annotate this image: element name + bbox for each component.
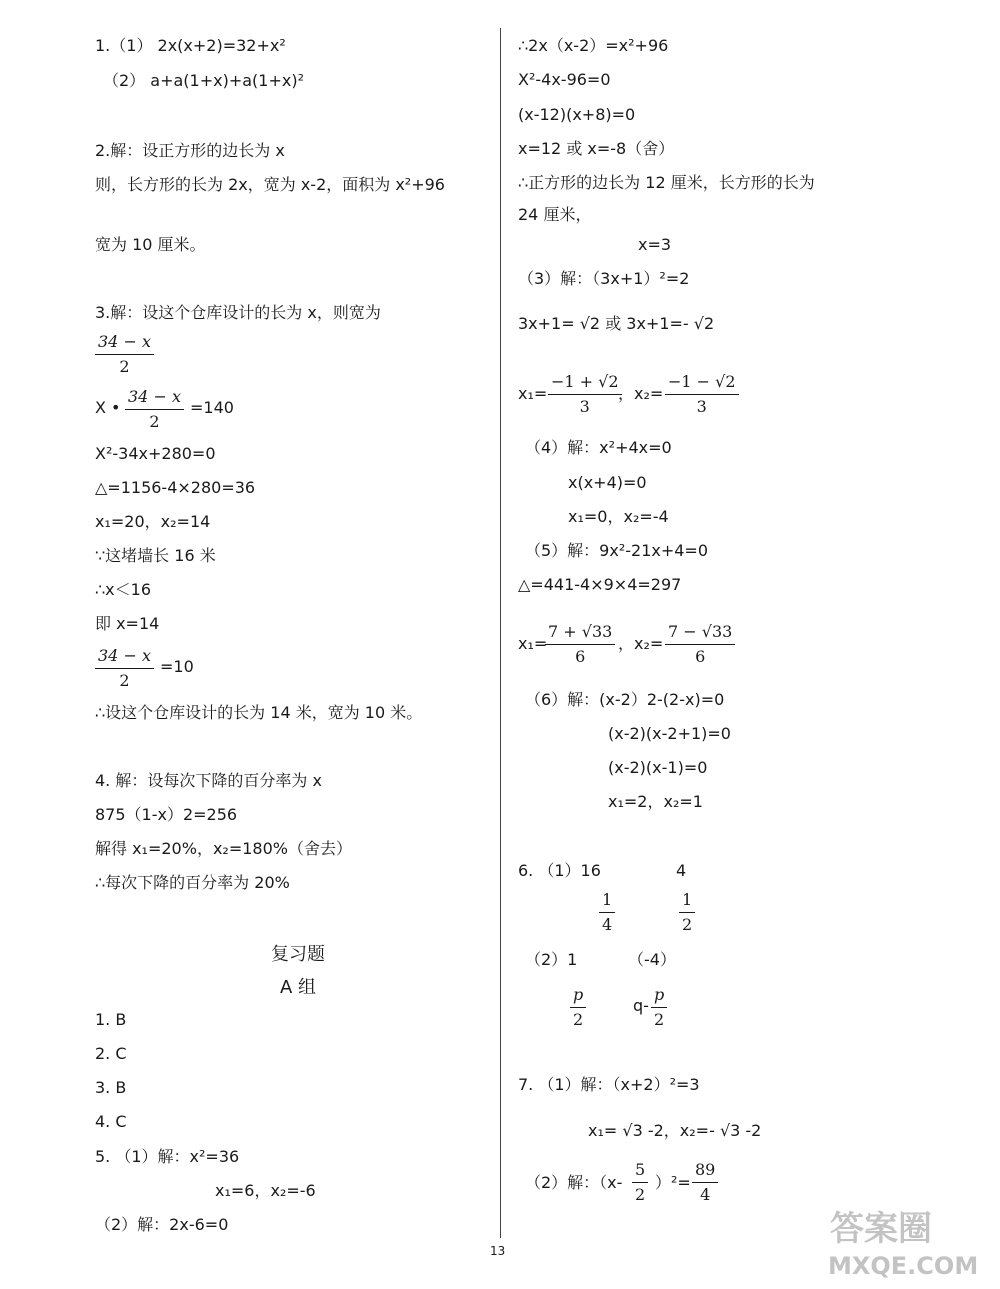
r7-fraction-5-2 (632, 1158, 648, 1207)
fraction-denominator: 4 (700, 1185, 711, 1204)
q2-line2: 则，长方形的长为 2x，宽为 x-2，面积为 x²+96 (95, 175, 445, 194)
fraction-denominator: 4 (602, 915, 613, 934)
r7-part2-b: ）²= (655, 1173, 691, 1192)
fraction-numerator: p (651, 983, 667, 1008)
q3-fraction-width (95, 330, 154, 379)
fraction-denominator: 6 (695, 647, 706, 666)
r6-q-minus: q- (633, 996, 649, 1015)
q3-line1: 3.解：设这个仓库设计的长为 x，则宽为 (95, 303, 381, 322)
q3-eq-140: =140 (190, 398, 234, 417)
column-divider (500, 28, 501, 1238)
q1-part2: （2） a+a(1+x)+a(1+x)² (103, 71, 304, 90)
q1-part1: 1.（1） 2x(x+2)=32+x² (95, 36, 286, 55)
r6-fraction-1-4 (599, 888, 615, 937)
r10-x2: ，x₂= (618, 384, 664, 403)
r10-fraction-2 (665, 370, 739, 419)
r-line-20: x₁=2，x₂=1 (608, 792, 703, 811)
r16-fraction-1 (545, 620, 615, 669)
answer-5-part1: 5. （1）解：x²=36 (95, 1147, 240, 1166)
fraction-numerator: −1 − √2 (665, 370, 739, 395)
fraction-numerator: 5 (632, 1158, 648, 1183)
fraction-denominator: 2 (573, 1010, 584, 1029)
r-line-7: x=3 (638, 235, 672, 254)
watermark-logo (820, 1200, 990, 1280)
r-line-11: （4）解：x²+4x=0 (525, 438, 672, 457)
r-line-3: (x-12)(x+8)=0 (518, 105, 636, 124)
r7-part1: 7. （1）解：（x+2）²=3 (518, 1075, 700, 1094)
r7-fraction-89-4 (692, 1158, 718, 1207)
fraction-denominator: 2 (682, 915, 693, 934)
q4-line1: 4. 解：设每次下降的百分率为 x (95, 771, 322, 790)
q4-line3: 解得 x₁=20%，x₂=180%（舍去） (95, 839, 352, 858)
answer-5-part2: （2）解：2x-6=0 (95, 1215, 229, 1234)
r16-fraction-2 (665, 620, 735, 669)
fraction-denominator: 2 (635, 1185, 646, 1204)
r6-fraction-p-2b (651, 983, 667, 1032)
r-line-8: （3）解：（3x+1）²=2 (518, 269, 690, 288)
answer-2: 2. C (95, 1044, 127, 1063)
r6-part1-b: 4 (676, 861, 687, 880)
q3-roots: x₁=20，x₂=14 (95, 512, 211, 531)
r-line-5: ∴正方形的边长为 12 厘米，长方形的长为 (518, 173, 815, 192)
section-title-review: 复习题 (271, 944, 325, 965)
fraction-numerator: −1 + √2 (548, 370, 622, 395)
watermark-text-top: 答案圈 (830, 1209, 932, 1249)
r-line-15: △=441-4×9×4=297 (518, 575, 682, 594)
r6-fraction-p-2 (570, 983, 586, 1032)
q3-constraint: ∴x＜16 (95, 580, 152, 599)
q2-line3: 宽为 10 厘米。 (95, 235, 206, 254)
q3-equation: X²-34x+280=0 (95, 444, 216, 463)
q3-fraction-width-3 (95, 644, 154, 693)
q4-line2: 875（1-x）2=256 (95, 805, 238, 824)
r-line-17: （6）解：(x-2）2-(2-x)=0 (525, 690, 725, 709)
q2-line1: 2.解：设正方形的边长为 x (95, 141, 285, 160)
fraction-denominator: 3 (579, 397, 590, 416)
answer-4: 4. C (95, 1112, 127, 1131)
q3-fraction-width-2 (125, 385, 184, 434)
fraction-denominator: 2 (149, 412, 160, 431)
r-line-12: x(x+4)=0 (568, 473, 647, 492)
answer-3: 3. B (95, 1078, 127, 1097)
fraction-numerator: p (570, 983, 586, 1008)
q3-discriminant: △=1156-4×280=36 (95, 478, 256, 497)
fraction-denominator: 2 (119, 357, 130, 376)
r6-part2-a: （2）1 (525, 950, 578, 969)
r6-part2-b: （-4） (628, 950, 676, 969)
q3-eq-10: =10 (160, 657, 194, 676)
r7-roots: x₁= √3 -2，x₂=- √3 -2 (588, 1121, 762, 1140)
r-line-13: x₁=0，x₂=-4 (568, 507, 669, 526)
r6-fraction-1-2 (679, 888, 695, 937)
fraction-denominator: 2 (119, 671, 130, 690)
q4-line4: ∴每次下降的百分率为 20% (95, 873, 290, 892)
r-line-18: (x-2)(x-2+1)=0 (608, 724, 731, 743)
q3-choice: 即 x=14 (95, 614, 160, 633)
r7-part2-a: （2）解：（x- (525, 1173, 623, 1192)
r16-x1: x₁= (518, 634, 548, 653)
watermark-text-bottom: MXQE.COM (828, 1252, 979, 1280)
fraction-numerator: 34 − x (95, 644, 154, 669)
fraction-numerator: 34 − x (125, 385, 184, 410)
fraction-numerator: 7 + √33 (545, 620, 615, 645)
r10-fraction-1 (548, 370, 622, 419)
q3-conclusion: ∴设这个仓库设计的长为 14 米，宽为 10 米。 (95, 703, 423, 722)
fraction-numerator: 1 (599, 888, 615, 913)
fraction-denominator: 2 (654, 1010, 665, 1029)
r-line-19: (x-2)(x-1)=0 (608, 758, 708, 777)
answer-5-roots: x₁=6，x₂=-6 (215, 1181, 316, 1200)
r-line-2: X²-4x-96=0 (518, 70, 611, 89)
r16-x2: ，x₂= (618, 634, 664, 653)
r10-x1: x₁= (518, 384, 548, 403)
page-number: 13 (490, 1244, 506, 1258)
r-line-4: x=12 或 x=-8（舍） (518, 139, 675, 158)
answer-1: 1. B (95, 1010, 127, 1029)
r-line-6: 24 厘米， (518, 205, 592, 224)
fraction-numerator: 7 − √33 (665, 620, 735, 645)
fraction-numerator: 89 (692, 1158, 718, 1183)
r-line-14: （5）解：9x²-21x+4=0 (525, 541, 709, 560)
q3-x-times: X • (95, 398, 121, 417)
r-line-9: 3x+1= √2 或 3x+1=- √2 (518, 314, 715, 333)
section-title-group-a: A 组 (279, 977, 317, 998)
r-line-1: ∴2x（x-2）=x²+96 (518, 36, 669, 55)
fraction-numerator: 1 (679, 888, 695, 913)
fraction-numerator: 34 − x (95, 330, 154, 355)
fraction-denominator: 6 (575, 647, 586, 666)
q3-wall-length: ∵这堵墙长 16 米 (95, 546, 216, 565)
r6-part1-a: 6. （1）16 (518, 861, 601, 880)
fraction-denominator: 3 (696, 397, 707, 416)
